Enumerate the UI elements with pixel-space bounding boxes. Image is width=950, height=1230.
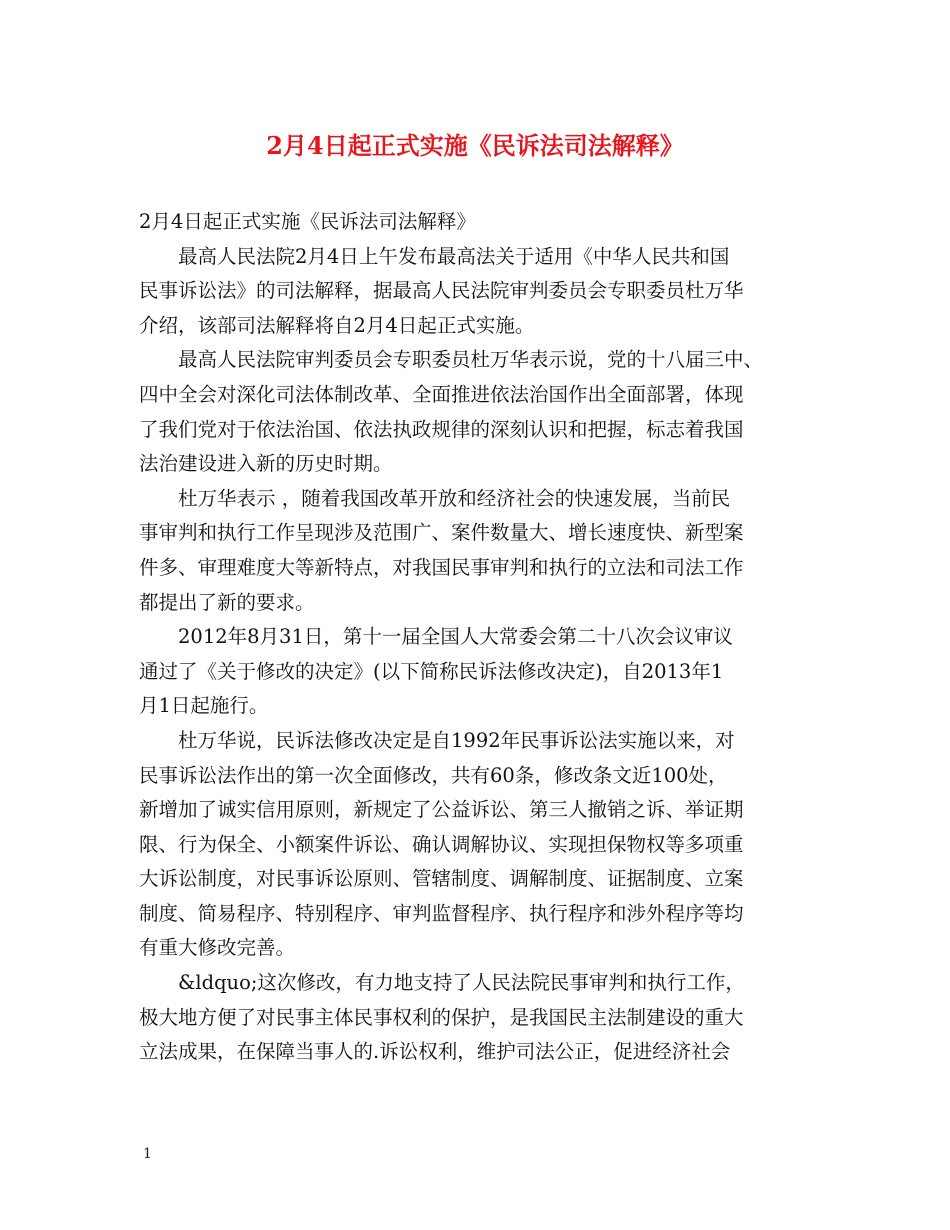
paragraph-line: 都提出了新的要求。	[139, 590, 315, 614]
paragraph-line: 杜万华表示 ，随着我国改革开放和经济社会的快速发展，当前民	[178, 486, 731, 510]
paragraph-line: 民事诉讼法作出的第一次全面修改，共有60条，修改条文近100处，	[139, 763, 728, 787]
paragraph-line: 2012年8月31日，第十一届全国人大常委会第二十八次会议审议	[178, 625, 733, 649]
paragraph-line: 件多、审理难度大等新特点，对我国民事审判和执行的立法和司法工作	[139, 555, 744, 579]
paragraph-line: 大诉讼制度，对民事诉讼原则、管辖制度、调解制度、证据制度、立案	[139, 867, 744, 891]
document-title: 2月4日起正式实施《民诉法司法解释》	[266, 131, 684, 160]
paragraph-line: 立法成果，在保障当事人的.诉讼权利，维护司法公正，促进经济社会	[139, 1040, 731, 1064]
document-body	[139, 205, 817, 1070]
paragraph-line: 制度、简易程序、特别程序、审判监督程序、执行程序和涉外程序等均	[139, 901, 744, 925]
paragraph-line: 新增加了诚实信用原则，新规定了公益诉讼、第三人撤销之诉、举证期	[139, 798, 744, 822]
paragraph	[139, 620, 817, 724]
paragraph-line: 事审判和执行工作呈现涉及范围广、案件数量大、增长速度快、新型案	[139, 521, 744, 545]
paragraph-line: 四中全会对深化司法体制改革、全面推进依法治国作出全面部署，体现	[139, 382, 744, 406]
paragraph-line: 最高人民法院审判委员会专职委员杜万华表示说，党的十八届三中、	[178, 348, 764, 372]
paragraph-line: &ldquo;这次修改，有力地支持了人民法院民事审判和执行工作，	[178, 971, 745, 995]
paragraph	[139, 482, 817, 620]
paragraph-line: 有重大修改完善。	[139, 936, 296, 960]
paragraph-line: 介绍，该部司法解释将自2月4日起正式实施。	[139, 313, 535, 337]
paragraph	[139, 724, 817, 966]
paragraph-line: 了我们党对于依法治国、依法执政规律的深刻认识和把握，标志着我国	[139, 417, 744, 441]
paragraph-line: 限、行为保全、小额案件诉讼、确认调解协议、实现担保物权等多项重	[139, 832, 744, 856]
paragraph	[139, 966, 817, 1070]
paragraph-line: 法治建设进入新的历史时期。	[139, 452, 393, 476]
paragraph-line: 杜万华说，民诉法修改决定是自1992年民事诉讼法实施以来，对	[178, 728, 735, 752]
paragraph-line: 最高人民法院2月4日上午发布最高法关于适用《中华人民共和国	[178, 244, 730, 268]
document-subtitle: 2月4日起正式实施《民诉法司法解释》	[139, 210, 476, 233]
paragraph-line: 通过了《关于修改的决定》(以下简称民诉法修改决定)，自2013年1	[139, 659, 724, 683]
paragraph	[139, 240, 817, 344]
paragraph-line: 民事诉讼法》的司法解释，据最高人民法院审判委员会专职委员杜万华	[139, 279, 744, 303]
paragraph-line: 月1日起施行。	[139, 694, 269, 718]
paragraph	[139, 343, 817, 481]
page-number: 1	[143, 1146, 152, 1162]
paragraph-list	[139, 240, 817, 1070]
paragraph-line: 极大地方便了对民事主体民事权利的保护，是我国民主法制建设的重大	[139, 1005, 744, 1029]
